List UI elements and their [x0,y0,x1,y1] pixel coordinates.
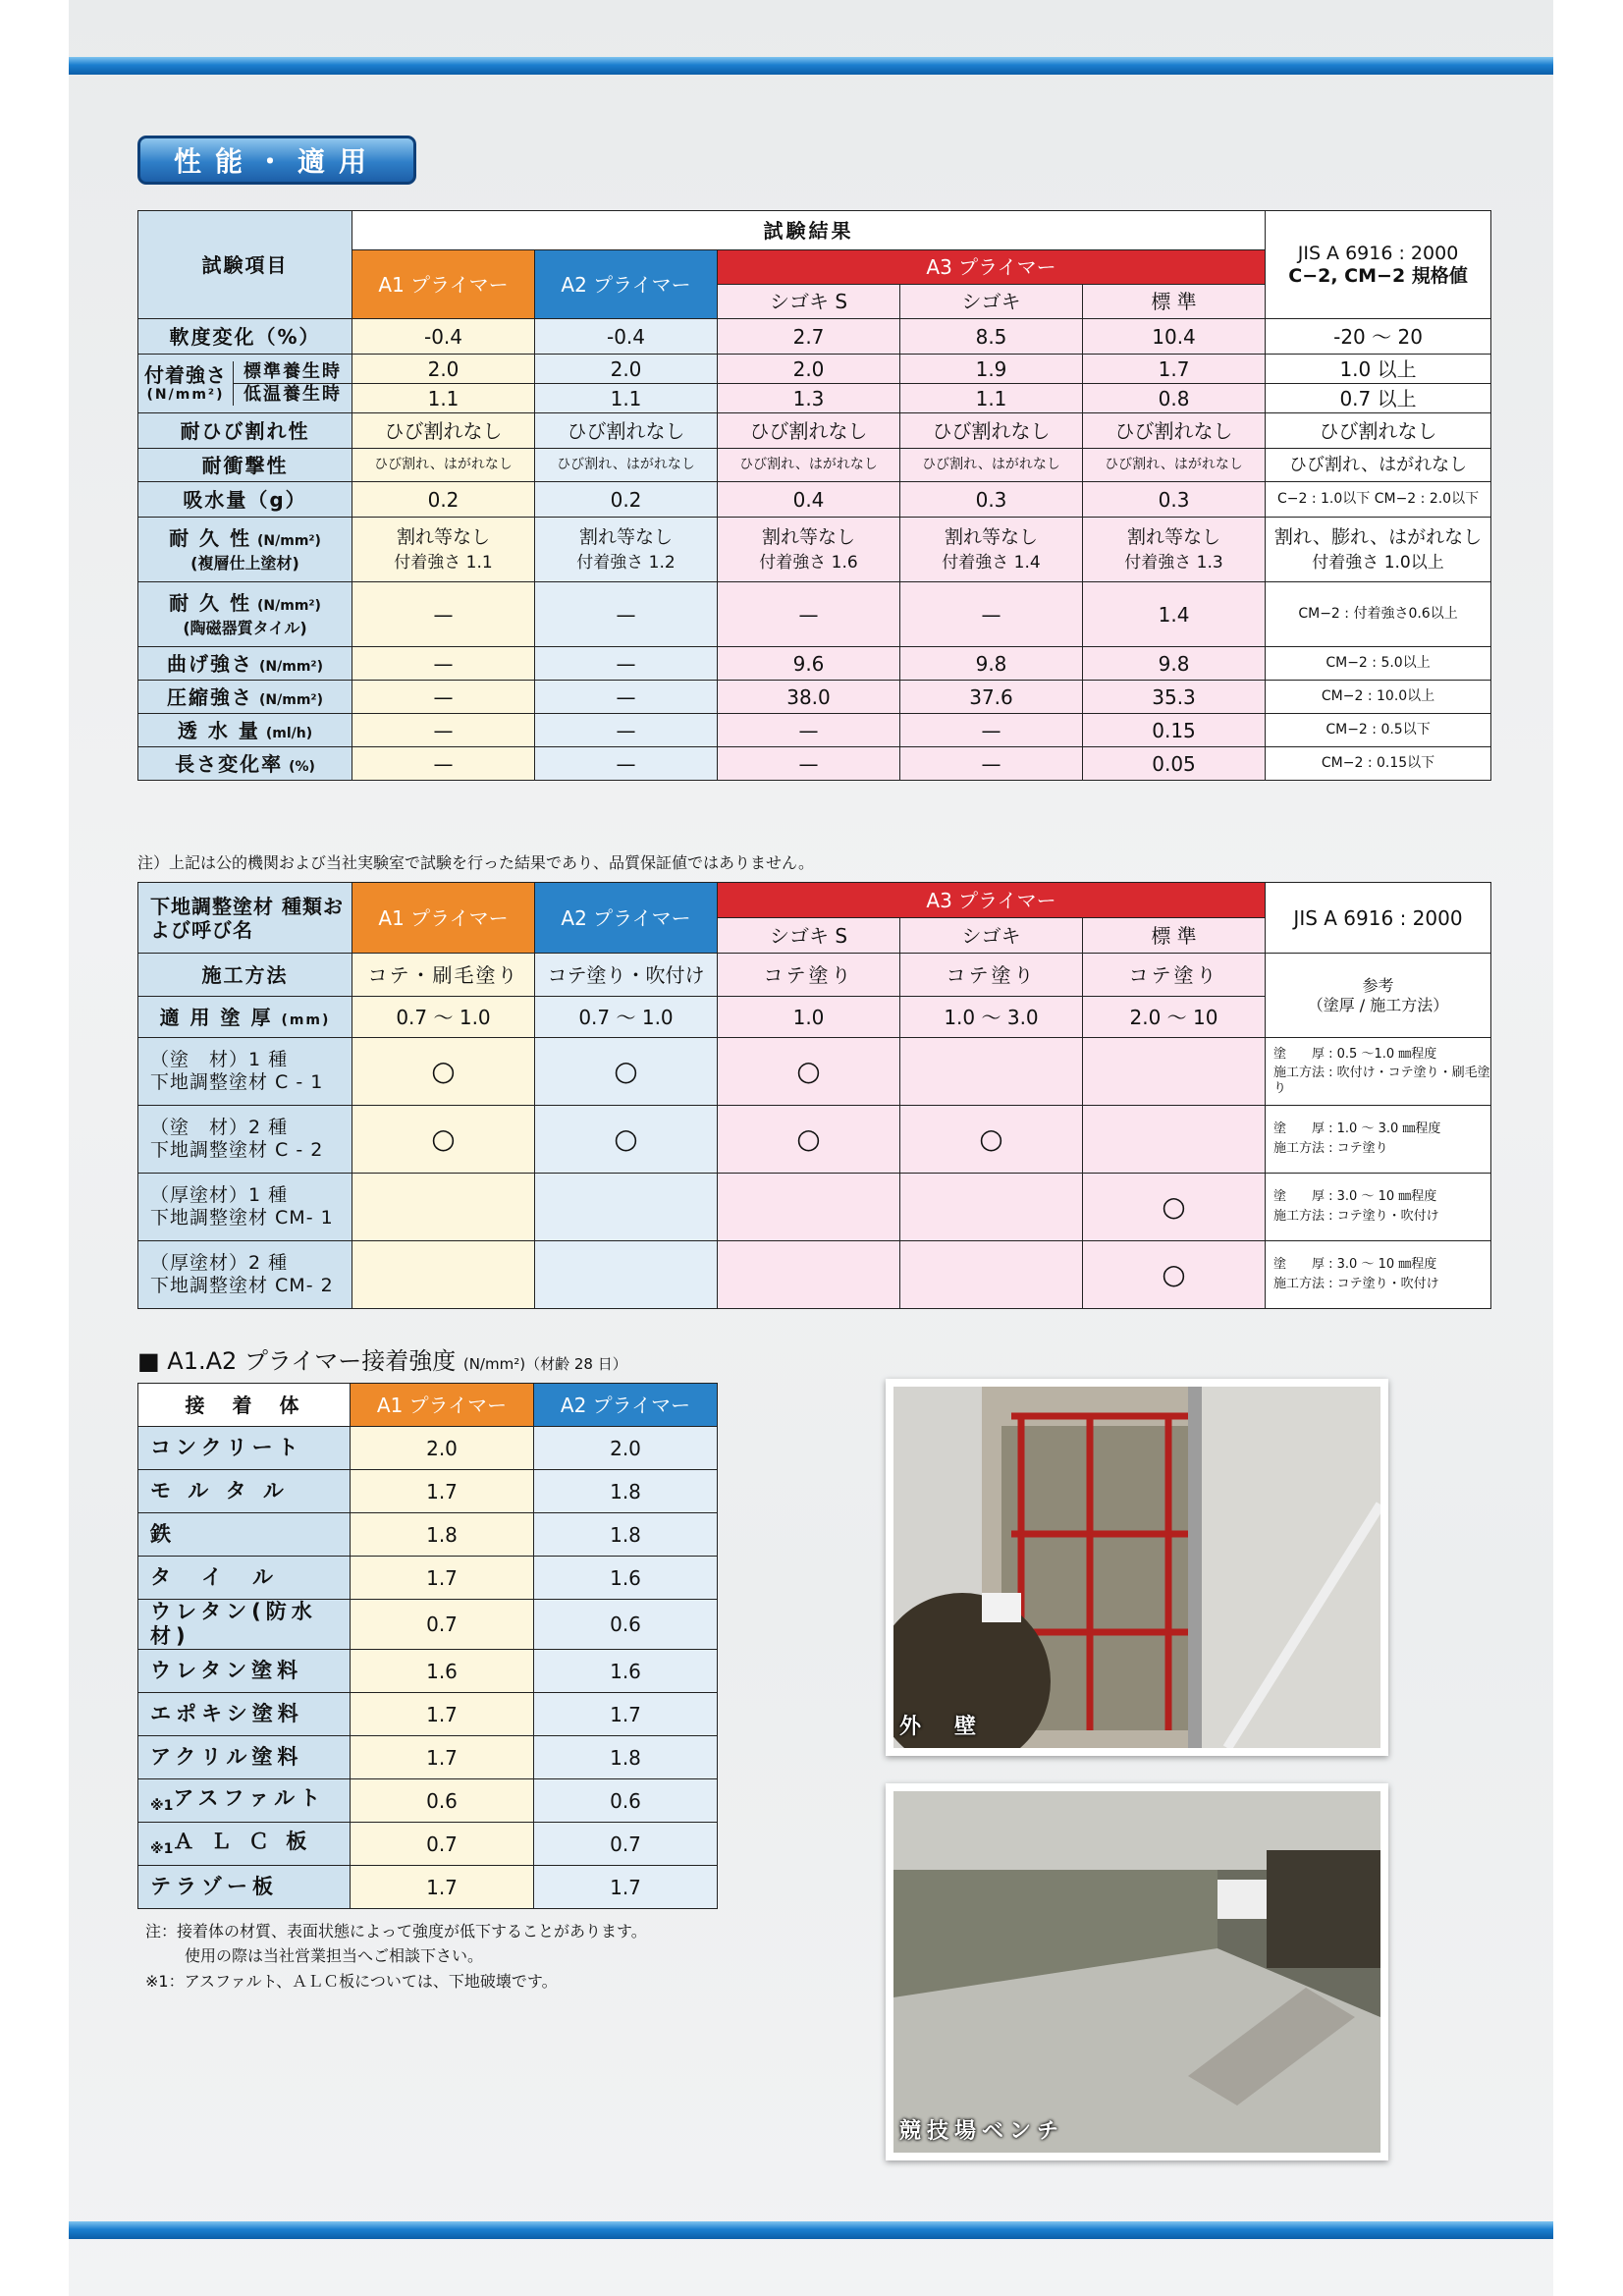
header-a3: A3 プライマー [718,250,1266,285]
table-row [138,1038,1491,1106]
value-cell: — [535,714,718,747]
row-label-text: 圧縮強さ [167,684,254,709]
thickness-label-text: 適 用 塗 厚 [159,1005,273,1029]
adhesion-strength-label [138,355,352,413]
adhesion-a2: 2.0 [534,1427,718,1470]
table-row [138,1470,718,1513]
value-cell: 1.4 [1083,582,1266,647]
value-line2: 付着強さ 1.1 [394,552,493,573]
jis-title: JIS A 6916 : 2000 [1297,242,1459,264]
substrate-label [138,1427,351,1470]
method-a2: コテ塗り・吹付け [535,954,718,997]
adhesion-note1: 注：接着体の材質、表面状態によって強度が低下することがあります。 [145,1922,647,1941]
row-label-text: 耐ひび割れ性 [180,418,310,443]
thickness-unit: (mm) [281,1011,331,1028]
adhesion-a2: 1.8 [534,1470,718,1513]
adhesion-a1: 0.7 [351,1600,534,1650]
reference-thickness: 塗 厚 : 0.5 ～1.0 ㎜程度 [1273,1046,1437,1062]
row-label-text: 軟度変化（%） [169,324,321,349]
value-cell: 0.2 [352,482,535,518]
value-cell: ひび割れ、はがれなし [1266,449,1491,482]
value-cell: — [352,647,535,681]
value-cell: CM−2 : 付着強さ0.6以上 [1266,582,1491,647]
row-label [138,518,352,582]
type-label-line2: 下地調整塗材 C - 1 [150,1071,324,1093]
value-line2: 付着強さ 1.6 [759,552,858,573]
value-cell: 9.8 [900,647,1083,681]
applicability-mark: ○ [1083,1241,1266,1309]
value-cell: ひび割れ、はがれなし [1083,449,1266,482]
table-row [138,482,1491,518]
value-cell: -20 ～ 20 [1266,319,1491,355]
reference-method: 施工方法 : 吹付け・コテ塗り・刷毛塗り [1273,1066,1490,1096]
applicability-mark [718,1174,900,1241]
value-cell: — [900,582,1083,647]
type-label-line1: （厚塗材）2 種 [150,1252,289,1275]
row-label-sub: (複層仕上塗材) [190,553,299,573]
row-label-text: 吸水量（g） [183,487,307,512]
stadium-bench-image [893,1791,1380,2153]
applicability-mark [900,1174,1083,1241]
value-cell: ひび割れなし [352,413,535,449]
value-cell: ひび割れ、はがれなし [352,449,535,482]
value-line2: 付着強さ 1.3 [1124,552,1223,573]
applicability-mark [900,1241,1083,1309]
value-cell: C−2 : 1.0以下 CM−2 : 2.0以下 [1266,482,1491,518]
value-cell: -0.4 [535,319,718,355]
adhesion-heading [137,1341,627,1376]
value-cell: — [535,647,718,681]
applicability-mark [900,1038,1083,1106]
value-cell: — [352,582,535,647]
cure-low-temp-label: 低温養生時 [243,384,342,405]
value-cell: ひび割れなし [1266,413,1491,449]
substrate-footnote-mark: ※1 [150,1841,174,1858]
value-cell: 2.7 [718,319,900,355]
table-row [138,355,1491,384]
table-row [138,1427,718,1470]
method-a3-2: コテ塗り [900,954,1083,997]
reference-detail [1266,1038,1491,1106]
row-label-unit: (N/mm²) [259,691,323,708]
table-row [138,1513,718,1557]
row-label [138,319,352,355]
value-cell [718,518,900,582]
row-label [138,582,352,647]
reference-cell [1266,954,1491,1038]
adhesion-note2: 使用の際は当社営業担当へご相談下さい。 [185,1946,484,1965]
reference-thickness: 塗 厚 : 3.0 ～ 10 ㎜程度 [1273,1189,1437,1205]
adhesion-a1: 1.7 [351,1557,534,1600]
value-cell: ひび割れ、はがれなし [718,449,900,482]
adhesion-a1: 0.6 [351,1779,534,1823]
substrate-name: コンクリート [150,1435,303,1459]
adhesion-a1: 2.0 [351,1427,534,1470]
value-line1: 割れ、膨れ、はがれなし [1273,525,1483,548]
value-cell: — [352,714,535,747]
header-a3-sub3: 標 準 [1083,918,1266,954]
header-a1: A1 プライマー [352,883,535,954]
value-cell: — [900,714,1083,747]
substrate-label [138,1513,351,1557]
table-row [138,714,1491,747]
row-label-unit: (N/mm²) [257,597,321,614]
value-cell [900,518,1083,582]
value-cell: 10.4 [1083,319,1266,355]
table-row [138,1600,718,1650]
substrate-label [138,1823,351,1866]
value-cell: 2.0 [535,355,718,384]
header-jis: JIS A 6916 : 2000 [1266,883,1491,954]
reference-detail [1266,1241,1491,1309]
value-cell: — [535,582,718,647]
substrate-label [138,1470,351,1513]
thickness-a3-3: 2.0 ～ 10 [1083,997,1266,1038]
adhesion-a2: 1.6 [534,1650,718,1693]
table-row [138,647,1491,681]
table-row [138,582,1491,647]
adhesion-a1: 1.7 [351,1736,534,1779]
header-a2: A2 プライマー [535,250,718,319]
applicability-mark [535,1241,718,1309]
type-label-line1: （塗 材）2 種 [150,1117,289,1139]
value-cell: 37.6 [900,681,1083,714]
value-line1: 割れ等なし [1127,525,1221,548]
adhesion-a2: 0.7 [534,1823,718,1866]
substrate-name: ウレタン(防水材) [150,1600,317,1649]
value-cell: 0.3 [1083,482,1266,518]
thickness-a2: 0.7 ～ 1.0 [535,997,718,1038]
table-row [138,1106,1491,1174]
applicability-mark [718,1241,900,1309]
value-cell: 0.4 [718,482,900,518]
value-cell: 2.0 [718,355,900,384]
row-label-text: 耐 久 性 [169,525,251,550]
reference-detail [1266,1174,1491,1241]
type-label [138,1038,352,1106]
value-cell: 9.6 [718,647,900,681]
table-row [138,1241,1491,1309]
section-title: 性能・適用 [137,136,416,185]
value-cell: 1.1 [352,384,535,413]
header-type: 下地調整塗材 種類および呼び名 [138,883,352,954]
value-cell: ひび割れなし [535,413,718,449]
type-label-line1: （塗 材）1 種 [150,1049,289,1071]
type-label-line2: 下地調整塗材 CM- 1 [150,1207,334,1229]
substrate-label [138,1557,351,1600]
photo-exterior-wall [886,1379,1388,1756]
value-cell: ひび割れなし [718,413,900,449]
row-label-unit: (%) [289,758,315,775]
table-row [138,1866,718,1909]
adhesion-a2: 0.6 [534,1600,718,1650]
substrate-name: タ イ ル [150,1564,278,1589]
adhesion-a2: 1.7 [534,1866,718,1909]
row-label [138,681,352,714]
value-cell: ひび割れ、はがれなし [900,449,1083,482]
reference-thickness: 塗 厚 : 3.0 ～ 10 ㎜程度 [1273,1257,1437,1273]
table-row [138,681,1491,714]
adhesion-a1: 1.7 [351,1866,534,1909]
reference-sub: （塗厚 / 施工方法） [1307,995,1449,1014]
photo-stadium-bench [886,1783,1388,2160]
value-cell: 0.15 [1083,714,1266,747]
applicability-mark [352,1241,535,1309]
value-cell: 1.3 [718,384,900,413]
applicability-mark: ○ [718,1106,900,1174]
header-a2: A2 プライマー [535,883,718,954]
applicability-mark: ○ [352,1038,535,1106]
row-label-unit: (N/mm²) [259,658,323,675]
jis-subtitle: C−2, CM−2 規格値 [1288,264,1468,287]
adhesion-a2: 0.6 [534,1779,718,1823]
header-test-item: 試験項目 [138,211,352,319]
header-a3-sub1: シゴキ S [718,918,900,954]
value-cell: 1.0 以上 [1266,355,1491,384]
method-label: 施工方法 [138,954,352,997]
substrate-name: ウレタン塗料 [150,1659,303,1683]
reference-detail [1266,1106,1491,1174]
cure-standard-label: 標準養生時 [234,361,352,384]
thickness-a3-1: 1.0 [718,997,900,1038]
row-label-text: 透 水 量 [177,718,260,742]
adhesion-a1: 0.7 [351,1823,534,1866]
adhesion-cure-labels [234,361,352,405]
method-a3-3: コテ塗り [1083,954,1266,997]
adhesion-a2: 1.6 [534,1557,718,1600]
header-a3: A3 プライマー [718,883,1266,918]
applicability-mark: ○ [718,1038,900,1106]
adhesion-strength-unit: (N/mm²) [146,387,225,404]
substrate-name: Ａ Ｌ Ｃ 板 [173,1830,312,1854]
value-cell: 1.7 [1083,355,1266,384]
thickness-a1: 0.7 ～ 1.0 [352,997,535,1038]
reference-method: 施工方法 : コテ塗り・吹付け [1273,1277,1439,1291]
row-label [138,482,352,518]
value-cell: — [535,747,718,781]
value-cell: CM−2 : 0.5以下 [1266,714,1491,747]
value-line1: 割れ等なし [396,525,490,548]
table-row [138,747,1491,781]
value-cell: 2.0 [352,355,535,384]
value-cell: 38.0 [718,681,900,714]
value-cell: — [900,747,1083,781]
value-line1: 割れ等なし [578,525,673,548]
row-label [138,413,352,449]
performance-table [137,210,1491,781]
type-label-line1: （厚塗材）1 種 [150,1184,289,1207]
substrate-name: エポキシ塗料 [150,1702,303,1726]
row-label [138,647,352,681]
method-a1: コテ・刷毛塗り [352,954,535,997]
value-cell: CM−2 : 0.15以下 [1266,747,1491,781]
table-row [138,1823,718,1866]
substrate-label [138,1779,351,1823]
row-label-text: 曲げ強さ [167,651,254,676]
substrate-name: アスファルト [173,1786,326,1811]
type-label [138,1174,352,1241]
type-label [138,1241,352,1309]
value-cell: 0.05 [1083,747,1266,781]
adhesion-a2: 1.7 [534,1693,718,1736]
reference-method: 施工方法 : コテ塗り [1273,1141,1388,1156]
adhesion-heading-sub: (N/mm²)（材齢 28 日） [462,1355,627,1373]
header-a3-sub2: シゴキ [900,285,1083,319]
header-jis [1266,211,1491,319]
applicability-mark [535,1174,718,1241]
adhesion-strength-text: 付着強さ [144,363,227,388]
value-cell: -0.4 [352,319,535,355]
exterior-wall-image [893,1387,1380,1748]
value-cell: 1.1 [535,384,718,413]
adhesion-strength-group [138,361,234,405]
type-label-line2: 下地調整塗材 C - 2 [150,1139,324,1161]
row-label-unit: (ml/h) [265,725,313,741]
value-cell: 0.3 [900,482,1083,518]
header-a2: A2 プライマー [534,1384,718,1427]
value-cell: — [352,681,535,714]
adhesion-a1: 1.8 [351,1513,534,1557]
row-label [138,449,352,482]
row-label [138,714,352,747]
adhesion-a2: 1.8 [534,1736,718,1779]
table-row [138,518,1491,582]
substrate-name: 鉄 [150,1521,176,1546]
adhesion-heading-title: ■ A1.A2 プライマー接着強度 [137,1347,457,1375]
value-cell: ひび割れなし [1083,413,1266,449]
bottom-decorative-bar [69,2221,1553,2239]
value-line1: 割れ等なし [761,525,855,548]
type-label-line2: 下地調整塗材 CM- 2 [150,1275,334,1296]
value-line1: 割れ等なし [944,525,1038,548]
value-cell: ひび割れ、はがれなし [535,449,718,482]
adhesion-a1: 1.7 [351,1693,534,1736]
caption-stadium-bench: 競技場ベンチ [899,2119,1065,2144]
table-row [138,1736,718,1779]
reference-label: 参考 [1362,976,1394,996]
reference-method: 施工方法 : コテ塗り・吹付け [1273,1209,1439,1224]
value-cell: 35.3 [1083,681,1266,714]
value-cell: 9.8 [1083,647,1266,681]
table-row [138,319,1491,355]
value-line2: 付着強さ 1.2 [576,552,676,573]
value-cell: — [718,582,900,647]
applicability-mark: ○ [1083,1174,1266,1241]
value-cell: 0.2 [535,482,718,518]
row-label-sub: (陶磁器質タイル) [183,618,307,637]
header-a3-sub3: 標 準 [1083,285,1266,319]
value-cell: CM−2 : 5.0以上 [1266,647,1491,681]
top-decorative-bar [69,57,1553,75]
row-label-text: 耐衝撃性 [201,453,289,477]
table-row [138,413,1491,449]
thickness-a3-2: 1.0 ～ 3.0 [900,997,1083,1038]
thickness-label [138,997,352,1038]
substrate-label [138,1600,351,1650]
applicability-mark [1083,1106,1266,1174]
value-line2: 付着強さ 1.4 [942,552,1041,573]
applicability-mark: ○ [352,1106,535,1174]
table-row [138,1650,718,1693]
value-cell: 1.1 [900,384,1083,413]
application-table [137,882,1491,1309]
substrate-name: テラゾー板 [150,1875,278,1899]
adhesion-a1: 1.7 [351,1470,534,1513]
substrate-name: モ ル タ ル [150,1478,289,1503]
caption-exterior-wall: 外 壁 [899,1715,983,1739]
value-cell: — [718,714,900,747]
value-cell: 8.5 [900,319,1083,355]
applicability-mark [352,1174,535,1241]
table-row [138,1174,1491,1241]
value-cell: ひび割れなし [900,413,1083,449]
header-a1: A1 プライマー [352,250,535,319]
value-cell [1266,518,1491,582]
applicability-mark: ○ [900,1106,1083,1174]
value-cell: 0.7 以上 [1266,384,1491,413]
value-cell: CM−2 : 10.0以上 [1266,681,1491,714]
value-cell [1083,518,1266,582]
table1-note: 注）上記は公的機関および当社実験室で試験を行った結果であり、品質保証値ではありません。 [137,853,814,872]
value-cell: — [718,747,900,781]
table-row [138,1779,718,1823]
substrate-label [138,1866,351,1909]
header-a3-sub2: シゴキ [900,918,1083,954]
value-cell [535,518,718,582]
header-a3-sub1: シゴキ S [718,285,900,319]
table-row [138,1693,718,1736]
applicability-mark: ○ [535,1038,718,1106]
reference-thickness: 塗 厚 : 1.0 ～ 3.0 ㎜程度 [1273,1121,1441,1137]
header-test-result: 試験結果 [352,211,1266,250]
applicability-mark: ○ [535,1106,718,1174]
row-label-text: 耐 久 性 [169,590,251,615]
adhesion-note3: ※1：アスファルト、ＡＬＣ板については、下地破壊です。 [145,1972,558,1991]
table-row [138,1557,718,1600]
row-label-text: 長さ変化率 [175,751,284,776]
header-a1: A1 プライマー [351,1384,534,1427]
adhesion-a2: 1.8 [534,1513,718,1557]
value-cell: 0.8 [1083,384,1266,413]
value-cell: — [535,681,718,714]
value-cell: 1.9 [900,355,1083,384]
value-line2: 付着強さ 1.0以上 [1312,552,1444,573]
method-a3-1: コテ塗り [718,954,900,997]
value-cell: — [352,747,535,781]
row-label-unit: (N/mm²) [257,532,321,549]
value-cell [352,518,535,582]
adhesion-table [137,1383,718,1909]
header-substrate: 接 着 体 [138,1384,351,1427]
row-label [138,747,352,781]
substrate-label [138,1650,351,1693]
substrate-label [138,1693,351,1736]
substrate-name: アクリル塗料 [150,1745,303,1770]
substrate-footnote-mark: ※1 [150,1798,174,1815]
adhesion-a1: 1.6 [351,1650,534,1693]
substrate-label [138,1736,351,1779]
table-row [138,449,1491,482]
applicability-mark [1083,1038,1266,1106]
type-label [138,1106,352,1174]
